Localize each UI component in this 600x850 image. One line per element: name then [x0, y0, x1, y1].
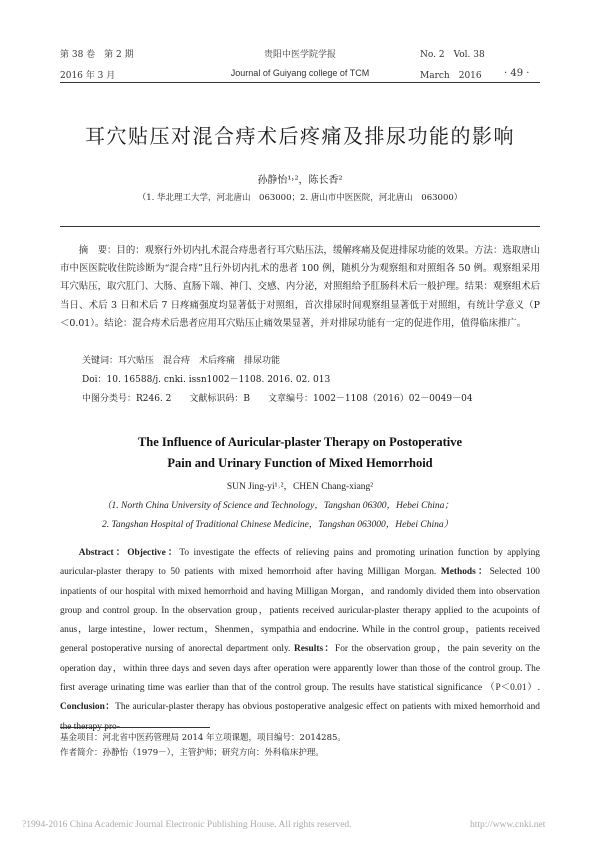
- header-journal-cn: 贵阳中医学院学报: [263, 50, 336, 60]
- results-text: For the observation group，the pain severity on the operation day，within three days and seven days after operation were apparently lower than those of the control group. The first average urinating time was earlier than that of the control group. The results have statistical significance （P＜0.01）.: [60, 644, 541, 694]
- header-journal-en: Journal of Guiyang college of TCM: [230, 68, 370, 78]
- conclusion-label: Conclusion：: [60, 702, 116, 713]
- affiliation-cn: （1. 华北理工大学，河北唐山 063000；2. 唐山市中医医院，河北唐山 063000）: [137, 193, 463, 203]
- doi: Doi：10. 16588/j. cnki. issn1002－1108. 2016. 02. 013: [82, 375, 331, 385]
- footer-url[interactable]: http://www.cnki.net: [470, 820, 546, 830]
- methods-label: Methods：: [440, 567, 490, 578]
- abstract-en: [60, 544, 540, 737]
- methods-text: Selected 100 inpatients of our hospital with mixed hemorrhoid and having Milligan Morgan，and randomly divided them into observation group and control group. In the observation group，patients received auricular-plaster therapy applied to the acupoints of anus，large intestine，lower rectum，Shenmen，sympathia and endocrine. While in the control group，patients received general postoperative nursing of anorectal department only.: [60, 567, 540, 655]
- results-label: Results：: [293, 644, 335, 655]
- title-en: [60, 432, 540, 474]
- header-date: 2016 年 3 月: [60, 71, 116, 81]
- footer-copyright: ?1994-2016 China Academic Journal Electronic Publishing House. All rights reserved.: [22, 820, 352, 830]
- objective-text: To investigate the effects of relieving pains and promoting urination function by applying auricular-plaster therapy to 50 patients with mixed hemorrhoid after having Milligan Morgan.: [60, 548, 540, 578]
- footnote-fund: 基金项目：河北省中医药管理局 2014 年立项课题，项目编号：2014285。: [60, 733, 346, 743]
- classification: 中图分类号：R246. 2 文献标识码：B 文章编号：1002－1108（2016）02－0049－04: [82, 394, 473, 404]
- header-page-number: · 49 ·: [504, 68, 530, 79]
- conclusion-text: The auricular-plaster therapy has obvious postoperative analgesic effect on patients with mixed hemorrhoid and the therapy pro-: [60, 702, 540, 732]
- abstract-top-rule: [60, 226, 540, 227]
- header-month-en: March 2016: [420, 71, 482, 81]
- abstract-label: Abstract：: [78, 548, 128, 558]
- affiliation-en-2: 2. Tangshan Hospital of Traditional Chinese Medicine，Tangshan 063000，Hebei China）: [102, 520, 454, 530]
- abstract-cn: 摘 要：目的：观察行外切内扎术混合痔患者行耳穴贴压法，缓解疼痛及促进排尿功能的效果。方法：选取唐山市中医医院收住院诊断为“混合痔”且行外切内扎术的患者 100 例，随机分为观察组和对照组各 50 例。观察组采用耳穴贴压，取穴肛门、大肠、直肠下端、神门、交感、内分泌，对照组给予肛肠科术后一般护理。结果：观察组术后当日、术后 3 日和术后 7 日疼痛强度均显著低于对照组，首次排尿时间观察组显著低于对照组，有统计学意义（P＜0.01）。结论：混合痔术后患者应用耳穴贴压止痛效果显著，并对排尿功能有一定的促进作用，值得临床推广。: [60, 245, 540, 329]
- authors-cn: 孙静怡¹˒²，陈长香²: [257, 175, 343, 186]
- affiliation-en-1: （1. North China University of Science and Technology，Tangshan 06300，Hebei China；: [102, 501, 454, 511]
- footnote-rule: [60, 727, 210, 728]
- header-issue-en: No. 2 Vol. 38: [420, 50, 485, 60]
- title-en-line1: The Influence of Auricular-plaster Therapy on Postoperative: [137, 435, 463, 449]
- header-volume-issue: 第 38 卷 第 2 期: [60, 50, 134, 60]
- title-cn: 耳穴贴压对混合痔术后疼痛及排尿功能的影响: [85, 124, 515, 148]
- header-rule: [60, 82, 540, 83]
- title-en-line2: Pain and Urinary Function of Mixed Hemorrhoid: [167, 456, 433, 470]
- authors-en: SUN Jing-yi¹˒²，CHEN Chang-xiang²: [226, 482, 374, 492]
- objective-label: Objective：: [127, 548, 180, 558]
- footnote-author: 作者简介：孙静怡（1979－），主管护师；研究方向：外科临床护理。: [60, 748, 324, 758]
- keywords-cn: 关键词：耳穴贴压 混合痔 术后疼痛 排尿功能: [82, 356, 281, 366]
